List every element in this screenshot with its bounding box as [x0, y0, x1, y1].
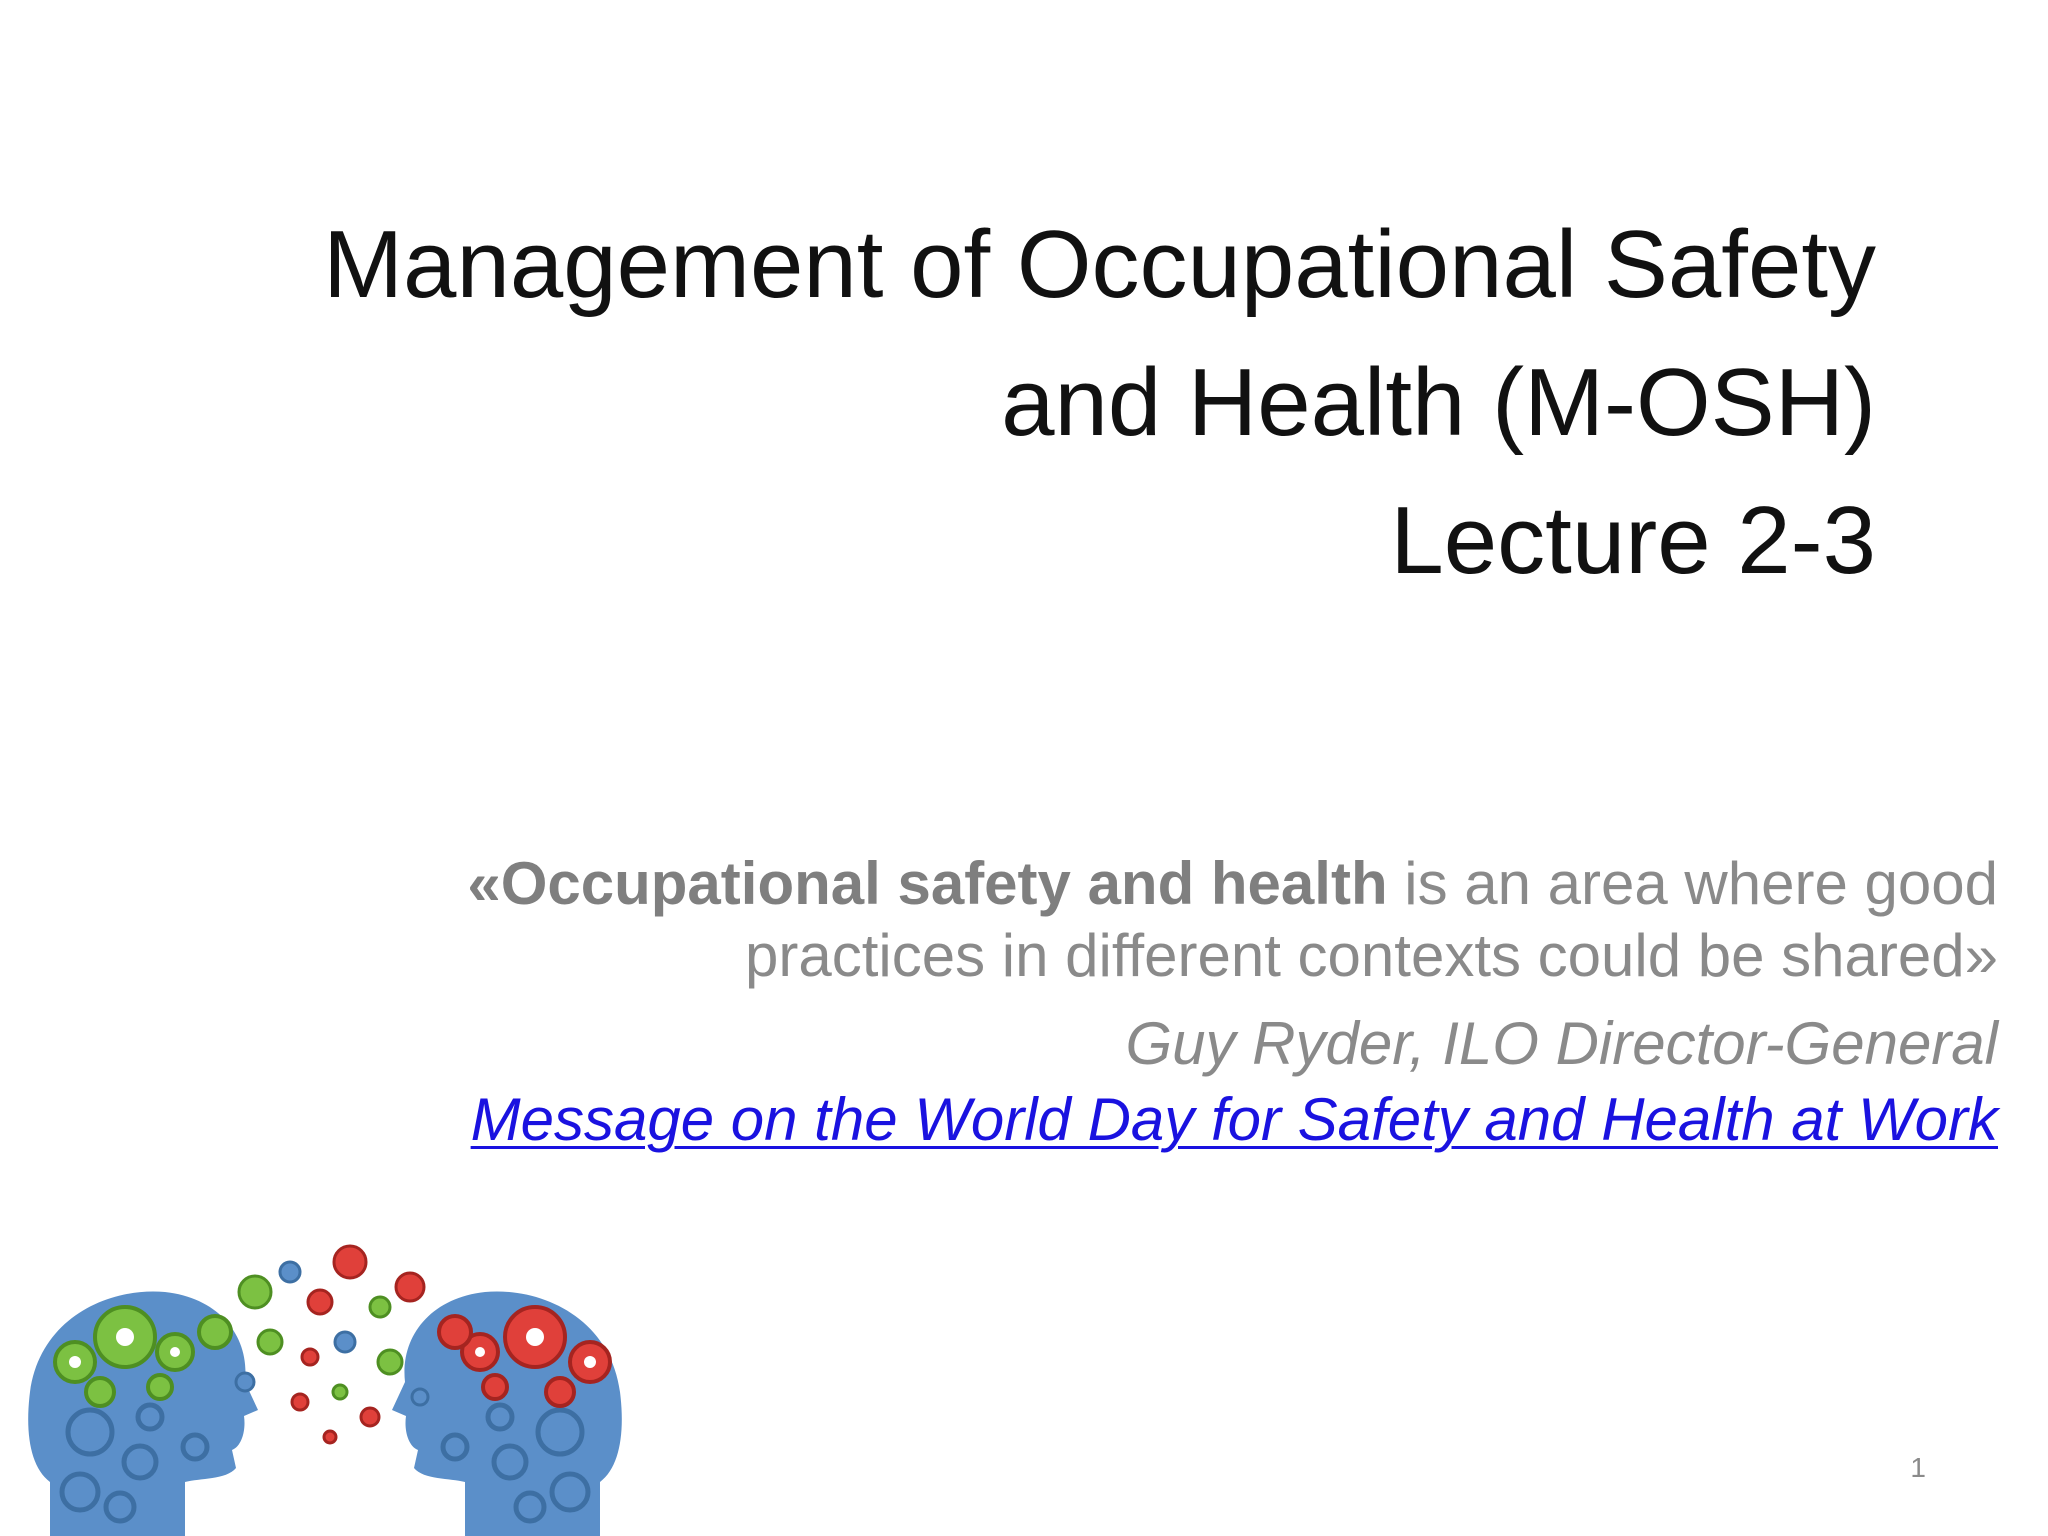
quote-bold-text: Occupational safety and health: [500, 850, 1388, 917]
page-number: 1: [1910, 1452, 1926, 1483]
quote-line-2: practices in different contexts could be shared»: [745, 922, 1998, 989]
quote-block: [238, 848, 1998, 1158]
two-heads-with-gears-icon: [0, 1232, 660, 1536]
world-day-message-link[interactable]: Message on the World Day for Safety and Health at Work: [470, 1086, 1998, 1153]
title-line-1: Management of Occupational Safety: [323, 211, 1876, 318]
title-line-2: and Health (M-OSH): [1001, 349, 1876, 456]
quote-open-mark: «: [467, 850, 501, 917]
quote-attribution: Guy Ryder, ILO Director-General: [1125, 1010, 1998, 1077]
title-line-3: Lecture 2-3: [1390, 487, 1876, 594]
slide-title: [116, 196, 1876, 610]
quote-rest-line1: is an area where good: [1387, 850, 1998, 917]
quote-line-1: [238, 848, 1998, 920]
